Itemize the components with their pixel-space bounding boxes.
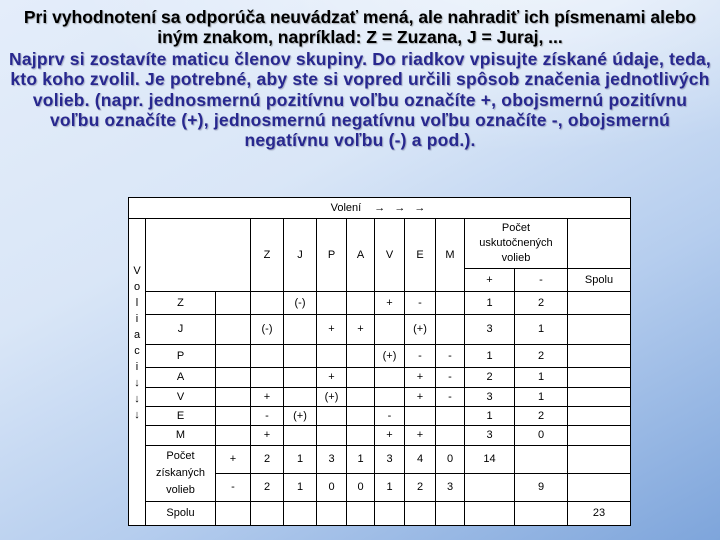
row-spolu-cell [568,388,631,407]
choice-cell [436,426,465,446]
choice-cell [347,388,375,407]
minus-count-cell: 0 [515,426,568,446]
plus-subheader: + [465,269,515,292]
empty-cell [317,502,347,526]
voleni-header-cell [129,198,631,219]
right-arrows-icon: → → → [374,201,429,214]
choice-cell [317,292,347,315]
plus-count-cell: 3 [465,426,515,446]
marker-cell [216,388,251,407]
table-row [129,426,631,446]
empty-cell [216,502,251,526]
plus-count-cell: 1 [465,345,515,368]
choice-cell: (+) [317,388,347,407]
col-header-z: Z [251,219,284,292]
choice-cell [436,315,465,345]
empty-cell [347,502,375,526]
row-label: J [146,315,216,345]
table-row [129,345,631,368]
choice-cell [251,368,284,388]
empty-cell [568,446,631,474]
received-minus-cell: 1 [375,474,405,502]
table-row [129,407,631,426]
received-plus-row [129,446,631,474]
row-spolu-cell [568,315,631,345]
col-header-a: A [347,219,375,292]
received-minus-cell: 0 [347,474,375,502]
choice-cell [284,315,317,345]
empty-cell [568,474,631,502]
empty-cell [465,502,515,526]
received-plus-marker: + [216,446,251,474]
col-header-m: M [436,219,465,292]
row-label: Z [146,292,216,315]
received-plus-total: 14 [465,446,515,474]
choice-cell: (-) [284,292,317,315]
down-arrow-icon: ↓ [134,393,140,405]
choice-cell: + [347,315,375,345]
column-header-row [129,219,631,269]
minus-count-cell: 1 [515,315,568,345]
table-row [129,315,631,345]
col-header-v: V [375,219,405,292]
voliaci-vertical-label: V o l i a c i ↓ ↓ ↓ [129,219,146,526]
empty-cell [515,502,568,526]
marker-cell [216,368,251,388]
row-label: A [146,368,216,388]
spolu-header: Spolu [568,269,631,292]
choice-cell: - [405,292,436,315]
received-plus-cell: 0 [436,446,465,474]
plus-count-cell: 2 [465,368,515,388]
choice-cell: + [405,368,436,388]
choice-cell [284,345,317,368]
minus-count-cell: 1 [515,368,568,388]
empty-cell [515,446,568,474]
row-spolu-cell [568,426,631,446]
intro-paragraph: Pri vyhodnotení sa odporúča neuvádzať mená, ale nahradiť ich písmenami alebo iným znakom, napríklad: Z = Zuzana, J = Juraj, ... [23,7,697,48]
choice-cell [347,292,375,315]
choice-cell: - [251,407,284,426]
choice-cell: + [251,426,284,446]
corner-cell [146,219,251,292]
table-row [129,388,631,407]
choice-cell [347,345,375,368]
choice-cell: (+) [375,345,405,368]
choice-cell: (+) [284,407,317,426]
choice-cell [375,315,405,345]
received-plus-cell: 1 [347,446,375,474]
instructions-paragraph: Najprv si zostavíte maticu členov skupiny. Do riadkov vpisujte získané údaje, teda, kto koho zvolil. Je potrebné, aby ste si vopred určili spôsob značenia jednotlivých volieb. (napr. jednosmernú pozitívnu voľbu označíte +, obojsmernú pozitívnu voľbu označíte (+), jednosmernú negatívnu voľbu označíte -, obojsmernú negatívnu voľbu (-) a pod.). [9,49,711,150]
received-plus-cell: 1 [284,446,317,474]
plus-count-cell: 3 [465,315,515,345]
choice-cell [284,388,317,407]
choice-cell: (-) [251,315,284,345]
spolu-header-spacer [568,219,631,269]
choice-cell: + [317,368,347,388]
marker-cell [216,315,251,345]
choice-cell [251,345,284,368]
empty-cell [436,502,465,526]
row-label: M [146,426,216,446]
plus-count-cell: 1 [465,292,515,315]
empty-cell [465,474,515,502]
received-minus-cell: 3 [436,474,465,502]
choice-cell [284,368,317,388]
col-header-e: E [405,219,436,292]
choice-cell [375,388,405,407]
plus-count-cell: 1 [465,407,515,426]
choice-cell: - [436,345,465,368]
row-label: P [146,345,216,368]
choice-cell [436,292,465,315]
sociometric-matrix-table [128,197,631,526]
minus-subheader: - [515,269,568,292]
table-row [129,292,631,315]
received-minus-total: 9 [515,474,568,502]
choice-cell: - [436,368,465,388]
choice-cell [317,345,347,368]
row-spolu-cell [568,368,631,388]
empty-cell [284,502,317,526]
empty-cell [251,502,284,526]
choice-cell: (+) [405,315,436,345]
row-label: E [146,407,216,426]
received-plus-cell: 4 [405,446,436,474]
down-arrow-icon: ↓ [134,409,140,421]
table-row [129,368,631,388]
choice-cell [251,292,284,315]
received-plus-cell: 3 [375,446,405,474]
received-minus-cell: 0 [317,474,347,502]
choice-cell [405,407,436,426]
marker-cell [216,345,251,368]
received-minus-cell: 2 [405,474,436,502]
choice-cell [375,368,405,388]
empty-cell [405,502,436,526]
empty-cell [375,502,405,526]
choice-cell: - [405,345,436,368]
choice-cell: - [375,407,405,426]
row-spolu-cell [568,407,631,426]
voleni-label: Volení [330,201,362,214]
made-choices-header: Počet uskutočnených volieb [465,219,568,269]
choice-cell: + [251,388,284,407]
received-plus-cell: 3 [317,446,347,474]
choice-cell: + [375,426,405,446]
choice-cell: - [436,388,465,407]
received-plus-cell: 2 [251,446,284,474]
grand-total-row [129,502,631,526]
choice-cell [436,407,465,426]
choice-cell [317,426,347,446]
received-minus-cell: 1 [284,474,317,502]
choice-cell [284,426,317,446]
spolu-row-label: Spolu [146,502,216,526]
plus-count-cell: 3 [465,388,515,407]
choice-cell [347,407,375,426]
table-title-row [129,198,631,219]
choice-cell: + [405,388,436,407]
choice-cell [317,407,347,426]
received-minus-marker: - [216,474,251,502]
row-spolu-cell [568,345,631,368]
slide-text-block [8,7,712,150]
marker-cell [216,292,251,315]
choice-cell [347,368,375,388]
row-label: V [146,388,216,407]
col-header-j: J [284,219,317,292]
received-minus-cell: 2 [251,474,284,502]
col-header-p: P [317,219,347,292]
grand-total: 23 [568,502,631,526]
minus-count-cell: 1 [515,388,568,407]
minus-count-cell: 2 [515,345,568,368]
choice-cell [347,426,375,446]
down-arrow-icon: ↓ [134,377,140,389]
choice-cell: + [375,292,405,315]
row-spolu-cell [568,292,631,315]
choice-cell: + [317,315,347,345]
marker-cell [216,426,251,446]
choice-cell: + [405,426,436,446]
received-count-label: Počet získaných volieb [146,446,216,502]
marker-cell [216,407,251,426]
minus-count-cell: 2 [515,407,568,426]
minus-count-cell: 2 [515,292,568,315]
